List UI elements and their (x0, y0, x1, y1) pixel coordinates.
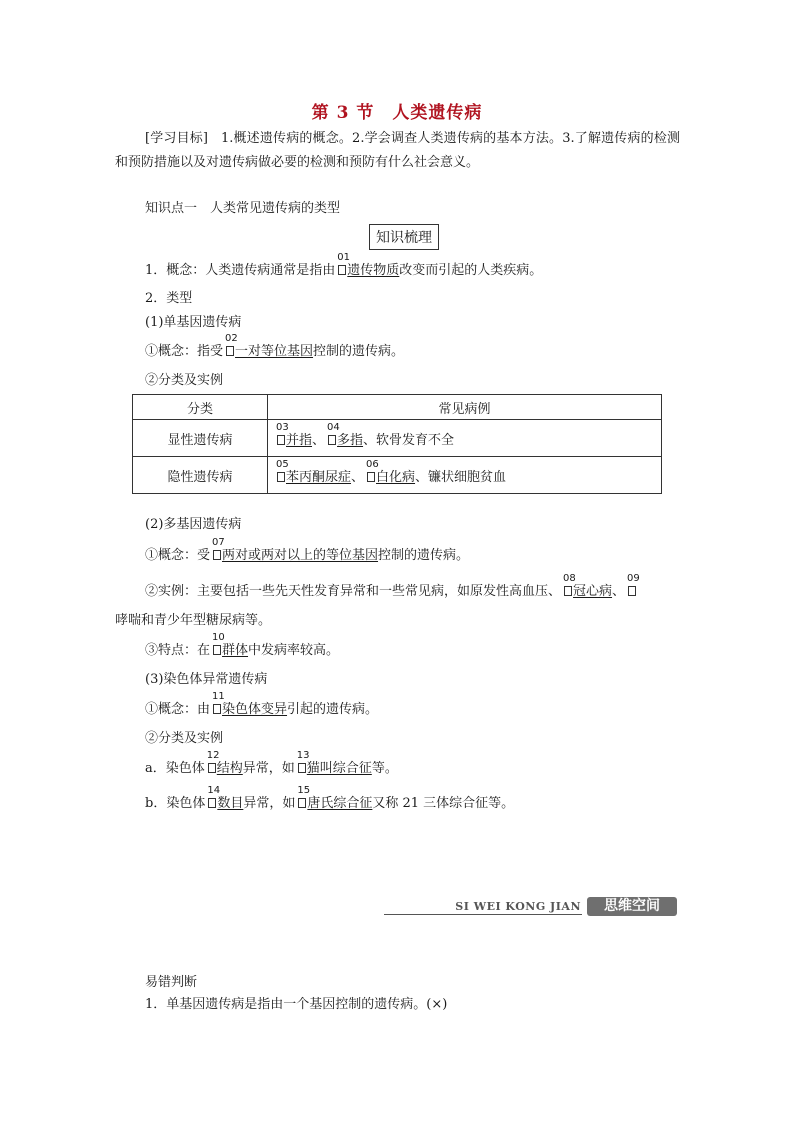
table-header-row (133, 395, 662, 420)
blank-marker (297, 785, 311, 808)
banner-chinese: 思维空间 (587, 897, 677, 916)
multi-gene-concept (145, 537, 470, 564)
separator: 、 (612, 584, 626, 599)
concept-prefix: ①概念：由 (145, 702, 211, 717)
knowledge-box (369, 224, 439, 250)
blank-marker (212, 632, 225, 655)
chromosome-item-a (145, 750, 398, 777)
blank-number: 05 (276, 458, 289, 470)
feature-prefix: ③特点：在 (145, 643, 211, 658)
concept-prefix: 1．概念：人类遗传病通常是指由 (145, 263, 336, 278)
blank-marker (563, 573, 576, 596)
fill-blank-answer: 一对等位基因 (235, 344, 314, 359)
blank-marker (212, 537, 225, 560)
fill-blank-answer: 唐氏综合征 (307, 796, 373, 811)
item-mid: 异常，如 (242, 761, 295, 776)
concept-suffix: 引起的遗传病。 (287, 702, 379, 717)
multi-gene-feature (145, 632, 340, 659)
page-title: 第 3 节 人类遗传病 (311, 103, 483, 123)
blank-number: 07 (212, 537, 225, 548)
table-row (133, 457, 662, 494)
chromosome-concept (145, 691, 379, 718)
blank-number: 06 (366, 458, 379, 470)
multi-gene-example (145, 573, 640, 600)
fill-blank-answer: 白化病 (376, 469, 416, 485)
multi-gene-example-cont (115, 612, 271, 629)
item-prefix: b．染色体 (145, 796, 206, 811)
blank-number: 04 (327, 421, 340, 433)
blank-number: 15 (297, 785, 311, 796)
blank-marker (206, 750, 220, 773)
fill-blank-answer: 两对或两对以上的等位基因 (222, 548, 379, 563)
fill-blank-answer: 遗传物质 (347, 263, 400, 278)
blank-marker (627, 573, 640, 596)
fill-blank-answer: 冠心病 (573, 584, 613, 599)
blank-marker (337, 252, 351, 275)
item-suffix: 等。 (371, 761, 398, 776)
examples-rest: 、镰状细胞贫血 (415, 469, 507, 485)
blank-marker (276, 421, 289, 445)
banner-english: SI WEI KONG JIAN (455, 900, 581, 913)
multi-gene-heading: (2)多基因遗传病 (145, 517, 242, 532)
blank-marker (276, 458, 289, 482)
item-prefix: a．染色体 (145, 761, 205, 776)
table-cell-examples (268, 420, 662, 457)
objectives-text: 1.概述遗传病的概念。2.学会调查人类遗传病的基本方法。3.了解遗传病的检测和预防措施以及对遗传病做必要的检测和预防有什么社会意义。 (115, 131, 680, 170)
blank-marker (207, 785, 221, 808)
blank-number: 11 (212, 691, 225, 702)
single-gene-heading: (1)单基因遗传病 (145, 315, 242, 330)
table-cell-examples (268, 457, 662, 494)
examples-rest: 、软骨发育不全 (363, 432, 455, 448)
table-cell-category: 显性遗传病 (133, 420, 268, 457)
section-heading: 知识点一 人类常见遗传病的类型 (145, 201, 341, 216)
blank-number: 03 (276, 421, 289, 433)
misjudge-heading: 易错判断 (145, 975, 198, 990)
chromosome-heading: (3)染色体异常遗传病 (145, 672, 268, 687)
concept-prefix: ①概念：指受 (145, 344, 224, 359)
chromosome-classify: ②分类及实例 (145, 731, 224, 746)
fill-blank-answer: 多指 (337, 432, 364, 448)
blank-marker (366, 458, 379, 482)
concept-suffix: 控制的遗传病。 (378, 548, 470, 563)
knowledge-box-label: 知识梳理 (369, 224, 439, 250)
blank-marker (296, 750, 310, 773)
blank-number: 09 (627, 573, 640, 584)
blank-number: 12 (206, 750, 220, 761)
blank-number: 08 (563, 573, 576, 584)
table-row (133, 420, 662, 457)
fill-blank-answer: 猫叫综合征 (306, 761, 372, 776)
table-cell-category: 隐性遗传病 (133, 457, 268, 494)
blank-number: 01 (337, 252, 351, 263)
item-mid: 异常，如 (243, 796, 296, 811)
table-header: 常见病例 (268, 395, 662, 420)
example-prefix: ②实例：主要包括一些先天性发育异常和一些常见病，如原发性高血压、 (145, 584, 562, 599)
single-gene-classify: ②分类及实例 (145, 373, 224, 388)
blank-marker (212, 691, 225, 714)
types-heading: 2．类型 (145, 291, 193, 306)
blank-number: 13 (296, 750, 310, 761)
concept-line (145, 252, 543, 279)
fill-blank-answer: 群体 (222, 643, 249, 658)
objectives-label: [学习目标] (145, 131, 209, 146)
separator: 、 (312, 432, 326, 448)
banner-rule (384, 914, 582, 915)
concept-suffix: 控制的遗传病。 (313, 344, 405, 359)
blank-number: 14 (207, 785, 221, 796)
single-gene-concept (145, 333, 405, 360)
thinking-space-banner (384, 897, 677, 917)
fill-blank-answer: 数目 (217, 796, 244, 811)
blank-number: 02 (225, 333, 238, 344)
misjudge-item: 1．单基因遗传病是指由一个基因控制的遗传病。(×) (145, 997, 448, 1012)
blank-number: 10 (212, 632, 225, 643)
concept-suffix: 改变而引起的人类疾病。 (399, 263, 543, 278)
item-suffix: 又称 21 三体综合征等。 (372, 796, 515, 811)
table-header: 分类 (133, 395, 268, 420)
disease-table (132, 394, 662, 494)
feature-suffix: 中发病率较高。 (248, 643, 340, 658)
chromosome-item-b (145, 785, 515, 812)
fill-blank-answer: 结构 (216, 761, 243, 776)
blank-marker (327, 421, 340, 445)
example-line2: 哮喘和青少年型糖尿病等。 (115, 613, 272, 628)
fill-blank-answer: 染色体变异 (222, 702, 288, 717)
concept-prefix: ①概念：受 (145, 548, 211, 563)
fill-blank-answer: 并指 (286, 432, 313, 448)
separator: 、 (351, 469, 365, 485)
fill-blank-answer: 苯丙酮尿症 (286, 469, 352, 485)
learning-objectives (115, 127, 680, 175)
blank-marker (225, 333, 238, 356)
